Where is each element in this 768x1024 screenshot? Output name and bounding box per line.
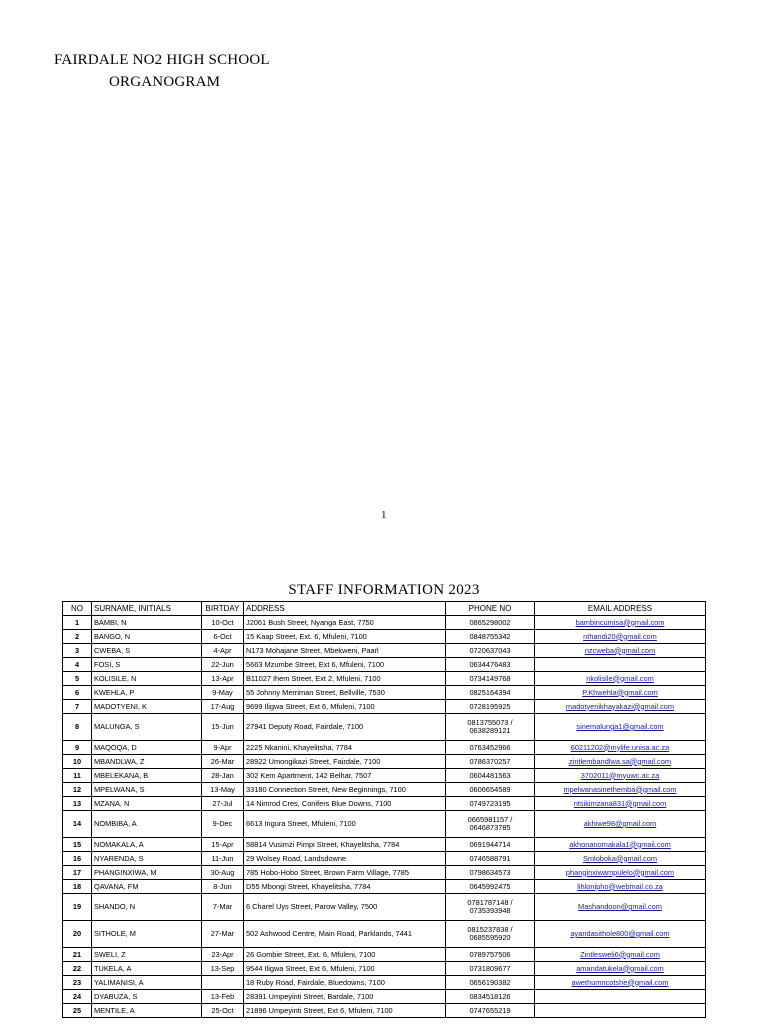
column-header-surname: SURNAME, INITIALS bbox=[92, 602, 202, 616]
staff-address: 33180 Connection Street, New Beginnings, 7100 bbox=[244, 783, 446, 797]
staff-phone: 0691944714 bbox=[446, 838, 535, 852]
staff-phone: 0798634573 bbox=[446, 866, 535, 880]
staff-address: 502 Ashwood Centre, Main Road, Parklands, 7441 bbox=[244, 921, 446, 948]
staff-address: 785 Hobo-Hobo Street, Brown Farm Village, 7785 bbox=[244, 866, 446, 880]
staff-name: YALIMANISI, A bbox=[92, 976, 202, 990]
staff-email-cell bbox=[535, 755, 706, 769]
staff-info-title: STAFF INFORMATION 2023 bbox=[288, 582, 480, 598]
staff-name: KOLISILE, N bbox=[92, 672, 202, 686]
staff-phone: 0789757506 bbox=[446, 948, 535, 962]
table-row bbox=[63, 797, 706, 811]
table-row bbox=[63, 755, 706, 769]
staff-birthday: 27-Mar bbox=[202, 921, 244, 948]
staff-email-cell bbox=[535, 921, 706, 948]
staff-table-header bbox=[63, 602, 706, 616]
staff-email-link[interactable]: ayandasithole800@gmail.com bbox=[570, 929, 670, 938]
table-row bbox=[63, 686, 706, 700]
staff-email-link[interactable]: phanginxiwampulelo@gmail.com bbox=[565, 867, 675, 877]
staff-name: MPELWANA, S bbox=[92, 783, 202, 797]
row-number: 9 bbox=[63, 741, 92, 755]
staff-birthday bbox=[202, 976, 244, 990]
staff-phone: 0781787148 / 0735393948 bbox=[446, 894, 535, 921]
staff-email-link[interactable]: nthandi20@gmail.com bbox=[583, 631, 657, 641]
staff-name: MALUNGA, S bbox=[92, 714, 202, 741]
staff-email-cell bbox=[535, 700, 706, 714]
staff-name: MENTILE, A bbox=[92, 1004, 202, 1018]
staff-phone: 0815237838 / 0685595920 bbox=[446, 921, 535, 948]
staff-phone: 0656190382 bbox=[446, 976, 535, 990]
staff-email-cell bbox=[535, 630, 706, 644]
row-number: 24 bbox=[63, 990, 92, 1004]
staff-name: KWEHLA, P bbox=[92, 686, 202, 700]
page-subtitle: ORGANOGRAM bbox=[109, 74, 221, 90]
staff-address: 9699 Iligwa Street, Ext 6, Mfuleni, 7100 bbox=[244, 700, 446, 714]
staff-email-link[interactable]: bambincumisa@gmail.com bbox=[575, 617, 665, 627]
staff-email-cell bbox=[535, 714, 706, 741]
staff-name: FOSI, S bbox=[92, 658, 202, 672]
column-header-phone: PHONE NO bbox=[446, 602, 535, 616]
staff-phone: 0763452966 bbox=[446, 741, 535, 755]
staff-email-link[interactable]: lihlonipho@webmail.co.za bbox=[577, 881, 663, 891]
table-row bbox=[63, 838, 706, 852]
row-number: 18 bbox=[63, 880, 92, 894]
row-number: 5 bbox=[63, 672, 92, 686]
table-row bbox=[63, 866, 706, 880]
row-number: 2 bbox=[63, 630, 92, 644]
staff-address: 14 Nimrod Cres, Conifers Blue Downs, 7100 bbox=[244, 797, 446, 811]
staff-email-link[interactable]: amandatukela@gmail.com bbox=[576, 963, 664, 973]
staff-address: 5663 Mzumbe Street, Ext 6, Mfuleni, 7100 bbox=[244, 658, 446, 672]
staff-address: 28922 Umongikazi Street, Fairdale, 7100 bbox=[244, 755, 446, 769]
staff-email-link[interactable]: P.Khwehla@gmail.com bbox=[582, 687, 658, 697]
staff-phone: 0606654589 bbox=[446, 783, 535, 797]
page-number: 1 bbox=[381, 509, 387, 521]
staff-email-cell bbox=[535, 880, 706, 894]
staff-birthday: 9-Apr bbox=[202, 741, 244, 755]
staff-birthday: 15-Jun bbox=[202, 714, 244, 741]
row-number: 22 bbox=[63, 962, 92, 976]
staff-email-cell bbox=[535, 672, 706, 686]
staff-email-link[interactable]: 60211202@mylife.unisa.ac.za bbox=[570, 742, 670, 752]
row-number: 7 bbox=[63, 700, 92, 714]
staff-name: CWEBA, S bbox=[92, 644, 202, 658]
staff-birthday: 6-Oct bbox=[202, 630, 244, 644]
row-number: 3 bbox=[63, 644, 92, 658]
table-row bbox=[63, 769, 706, 783]
staff-phone: 0825164394 bbox=[446, 686, 535, 700]
staff-address: 28391 Umpeyinti Street, Bardale, 7100 bbox=[244, 990, 446, 1004]
staff-email-link[interactable]: madotyenikhayakazi@gmail.com bbox=[565, 701, 675, 711]
staff-address: 6613 Ingura Street, Mfuleni, 7100 bbox=[244, 811, 446, 838]
table-row bbox=[63, 616, 706, 630]
row-number: 21 bbox=[63, 948, 92, 962]
table-row bbox=[63, 921, 706, 948]
staff-email-cell bbox=[535, 811, 706, 838]
staff-birthday: 13-Feb bbox=[202, 990, 244, 1004]
staff-email-link[interactable]: nzcweba@gmail.com bbox=[584, 645, 656, 655]
staff-email-link[interactable]: zintlembandlwa.sa@gmail.com bbox=[569, 756, 671, 766]
staff-email-cell bbox=[535, 894, 706, 921]
staff-name: QAVANA, FM bbox=[92, 880, 202, 894]
staff-email-link[interactable]: ntsikimzana831@gmail.com bbox=[573, 798, 667, 808]
staff-address: 26 Gombie Street, Ext. 6, Mfuleni, 7100 bbox=[244, 948, 446, 962]
staff-table bbox=[62, 601, 706, 1018]
staff-email-cell bbox=[535, 644, 706, 658]
staff-email-link[interactable]: akhonanomakala1@gmail.com bbox=[569, 839, 671, 849]
column-header-birthday: BIRTDAY bbox=[202, 602, 244, 616]
staff-birthday: 15-Apr bbox=[202, 838, 244, 852]
column-header-email: EMAIL ADDRESS bbox=[535, 602, 706, 616]
staff-name: MZANA, N bbox=[92, 797, 202, 811]
staff-name: PHANGINXIWA, M bbox=[92, 866, 202, 880]
table-row bbox=[63, 811, 706, 838]
staff-birthday: 13-May bbox=[202, 783, 244, 797]
table-row bbox=[63, 672, 706, 686]
staff-phone: 0813755073 / 0638289121 bbox=[446, 714, 535, 741]
staff-birthday: 30-Aug bbox=[202, 866, 244, 880]
staff-birthday: 28-Jan bbox=[202, 769, 244, 783]
staff-name: MBELEKANA, B bbox=[92, 769, 202, 783]
staff-email-link[interactable]: sinemalunga1@gmail.com bbox=[576, 722, 664, 731]
staff-email-cell bbox=[535, 976, 706, 990]
staff-birthday: 26-Mar bbox=[202, 755, 244, 769]
staff-email-cell bbox=[535, 990, 706, 1004]
staff-email-link[interactable]: 3702011@myuwc.ac.za bbox=[580, 770, 660, 780]
row-number: 15 bbox=[63, 838, 92, 852]
row-number: 8 bbox=[63, 714, 92, 741]
staff-birthday: 22-Jun bbox=[202, 658, 244, 672]
staff-address: N173 Mohajane Street, Mbekweni, Paarl bbox=[244, 644, 446, 658]
staff-birthday: 9-Dec bbox=[202, 811, 244, 838]
staff-email-link[interactable]: Mashandoon@gmail.com bbox=[578, 902, 662, 911]
row-number: 16 bbox=[63, 852, 92, 866]
table-row bbox=[63, 630, 706, 644]
staff-email-cell bbox=[535, 741, 706, 755]
staff-email-link[interactable]: mpelwanasinethemba@gmail.com bbox=[563, 784, 677, 794]
staff-birthday: 8-Jun bbox=[202, 880, 244, 894]
table-row bbox=[63, 1004, 706, 1018]
row-number: 20 bbox=[63, 921, 92, 948]
staff-email-cell bbox=[535, 769, 706, 783]
staff-birthday: 4-Apr bbox=[202, 644, 244, 658]
staff-phone: 0665981157 / 0646873785 bbox=[446, 811, 535, 838]
staff-phone: 0749723195 bbox=[446, 797, 535, 811]
staff-birthday: 25-Oct bbox=[202, 1004, 244, 1018]
staff-name: NOMBIBA, A bbox=[92, 811, 202, 838]
staff-email-cell bbox=[535, 866, 706, 880]
staff-phone: 0731809677 bbox=[446, 962, 535, 976]
table-row bbox=[63, 783, 706, 797]
staff-address: 15 Kaap Street, Ext. 6, Mfuleni, 7100 bbox=[244, 630, 446, 644]
staff-phone: 0634476483 bbox=[446, 658, 535, 672]
staff-name: TUKELA, A bbox=[92, 962, 202, 976]
staff-name: SHANDO, N bbox=[92, 894, 202, 921]
row-number: 11 bbox=[63, 769, 92, 783]
staff-email-cell bbox=[535, 948, 706, 962]
staff-email-cell bbox=[535, 962, 706, 976]
staff-name: MAQOQA, D bbox=[92, 741, 202, 755]
staff-birthday: 27-Jul bbox=[202, 797, 244, 811]
row-number: 1 bbox=[63, 616, 92, 630]
staff-birthday: 13-Sep bbox=[202, 962, 244, 976]
staff-address: 302 Kem Apartment, 142 Belhar, 7507 bbox=[244, 769, 446, 783]
table-row bbox=[63, 714, 706, 741]
staff-phone: 0786370257 bbox=[446, 755, 535, 769]
staff-email-cell bbox=[535, 838, 706, 852]
staff-name: BAMBI, N bbox=[92, 616, 202, 630]
staff-address: 27941 Deputy Road, Fairdale, 7100 bbox=[244, 714, 446, 741]
staff-email-cell bbox=[535, 616, 706, 630]
table-row bbox=[63, 880, 706, 894]
row-number: 13 bbox=[63, 797, 92, 811]
staff-email-cell bbox=[535, 686, 706, 700]
staff-email-cell bbox=[535, 797, 706, 811]
column-header-address: ADDRESS bbox=[244, 602, 446, 616]
table-row bbox=[63, 700, 706, 714]
staff-address: 18 Ruby Road, Fairdale, Bluedowns, 7100 bbox=[244, 976, 446, 990]
staff-address: 55 Johnny Merriman Street, Bellville, 7530 bbox=[244, 686, 446, 700]
staff-address: 9544 Iligwa Street, Ext 6, Mfuleni, 7100 bbox=[244, 962, 446, 976]
row-number: 6 bbox=[63, 686, 92, 700]
row-number: 14 bbox=[63, 811, 92, 838]
table-row bbox=[63, 644, 706, 658]
staff-address: 21896 Umpeyinti Street, Ext 6, Mfuleni, 7100 bbox=[244, 1004, 446, 1018]
staff-email-cell bbox=[535, 658, 706, 672]
row-number: 4 bbox=[63, 658, 92, 672]
staff-name: BANGO, N bbox=[92, 630, 202, 644]
staff-email-link[interactable]: nkolisile@gmail.com bbox=[586, 673, 654, 683]
staff-name: SITHOLE, M bbox=[92, 921, 202, 948]
staff-email-cell bbox=[535, 1004, 706, 1018]
table-row bbox=[63, 990, 706, 1004]
staff-phone: 0865298002 bbox=[446, 616, 535, 630]
staff-address: J2061 Bush Street, Nyanga East, 7750 bbox=[244, 616, 446, 630]
staff-name: NOMAKALA, A bbox=[92, 838, 202, 852]
table-row bbox=[63, 894, 706, 921]
staff-email-link[interactable]: Smloboka@gmail.com bbox=[582, 853, 658, 863]
staff-phone: 0720637043 bbox=[446, 644, 535, 658]
staff-birthday: 9-May bbox=[202, 686, 244, 700]
column-header-no: NO bbox=[63, 602, 92, 616]
staff-phone: 0604481563 bbox=[446, 769, 535, 783]
table-row bbox=[63, 962, 706, 976]
staff-email-link[interactable]: Zintlesweli6@gmail.com bbox=[580, 949, 660, 959]
table-row bbox=[63, 948, 706, 962]
staff-name: MBANDLWA, Z bbox=[92, 755, 202, 769]
row-number: 17 bbox=[63, 866, 92, 880]
staff-birthday: 7-Mar bbox=[202, 894, 244, 921]
table-row bbox=[63, 852, 706, 866]
staff-phone: 0728195925 bbox=[446, 700, 535, 714]
staff-email-cell bbox=[535, 852, 706, 866]
staff-email-link[interactable]: awethumncotshe@gmail.com bbox=[571, 977, 669, 987]
staff-address: 2225 Nkanini, Khayelitsha, 7784 bbox=[244, 741, 446, 755]
staff-phone: 0734149768 bbox=[446, 672, 535, 686]
table-row bbox=[63, 658, 706, 672]
row-number: 25 bbox=[63, 1004, 92, 1018]
staff-address: 29 Wolsey Road, Landsdowne bbox=[244, 852, 446, 866]
table-row bbox=[63, 741, 706, 755]
staff-address: 6 Charel Uys Street, Parow Valley, 7500 bbox=[244, 894, 446, 921]
table-row bbox=[63, 976, 706, 990]
staff-birthday: 13-Apr bbox=[202, 672, 244, 686]
staff-birthday: 17-Aug bbox=[202, 700, 244, 714]
staff-address: B11027 Ihem Street, Ext 2, Mfuleni, 7100 bbox=[244, 672, 446, 686]
staff-phone: 0848755342 bbox=[446, 630, 535, 644]
staff-table-body bbox=[63, 616, 706, 1018]
staff-email-cell bbox=[535, 783, 706, 797]
row-number: 12 bbox=[63, 783, 92, 797]
row-number: 19 bbox=[63, 894, 92, 921]
staff-name: MADOTYENI, K bbox=[92, 700, 202, 714]
staff-birthday: 11-Jun bbox=[202, 852, 244, 866]
staff-name: SWELI, Z bbox=[92, 948, 202, 962]
staff-phone: 0746588791 bbox=[446, 852, 535, 866]
row-number: 10 bbox=[63, 755, 92, 769]
staff-email-link[interactable]: akhiwe98@gmail.com bbox=[583, 819, 657, 828]
page-title: FAIRDALE NO2 HIGH SCHOOL bbox=[54, 52, 270, 68]
staff-phone: 0747655219 bbox=[446, 1004, 535, 1018]
staff-name: NYARENDA, S bbox=[92, 852, 202, 866]
staff-name: DYABUZA, S bbox=[92, 990, 202, 1004]
staff-birthday: 23-Apr bbox=[202, 948, 244, 962]
row-number: 23 bbox=[63, 976, 92, 990]
staff-address: D55 Mbongi Street, Khayelitsha, 7784 bbox=[244, 880, 446, 894]
staff-phone: 0834518126 bbox=[446, 990, 535, 1004]
staff-birthday: 10-Oct bbox=[202, 616, 244, 630]
staff-address: 58814 Vusimzi Pimpi Street, Khayelitsha, 7784 bbox=[244, 838, 446, 852]
staff-phone: 0645992475 bbox=[446, 880, 535, 894]
